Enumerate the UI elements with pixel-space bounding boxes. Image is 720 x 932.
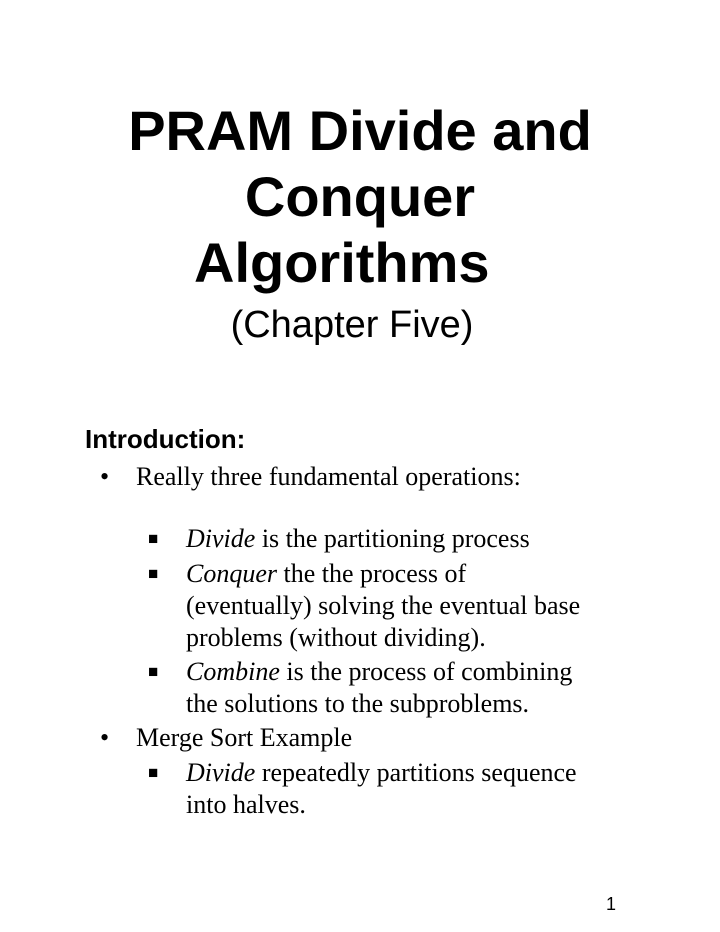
term-conquer: Conquer: [186, 559, 277, 588]
sub-bullet-text: [186, 558, 636, 654]
slide-subtitle: (Chapter Five): [230, 304, 474, 346]
term-divide: Divide: [186, 524, 256, 553]
sub-bullet-line: repeatedly partitions sequence: [255, 758, 577, 787]
page-number: 1: [606, 894, 617, 914]
sub-bullet-text: [186, 757, 636, 821]
bullet-text: Really three fundamental operations:: [136, 462, 521, 491]
section-heading: Introduction:: [85, 424, 246, 454]
sub-bullet-line: is the process of combining: [279, 657, 573, 686]
sub-bullet-text: [186, 656, 636, 720]
title-line-1: PRAM Divide and: [128, 99, 592, 162]
bullet-marker: •: [100, 723, 110, 752]
square-bullet-icon: ■: [148, 529, 159, 548]
slide-title: [40, 98, 680, 296]
square-bullet-icon: ■: [148, 763, 159, 782]
bullet-text: Merge Sort Example: [136, 723, 353, 752]
square-bullet-icon: ■: [148, 662, 159, 681]
term-divide: Divide: [186, 758, 256, 787]
square-bullet-icon: ■: [148, 564, 159, 583]
title-line-2: Conquer: [244, 165, 476, 228]
sub-bullet-line: into halves.: [186, 790, 306, 819]
sub-bullet-line: is the partitioning process: [255, 524, 530, 553]
sub-bullet-line: the solutions to the subproblems.: [186, 689, 530, 718]
sub-bullet-line: problems (without dividing).: [186, 623, 486, 652]
bullet-marker: •: [100, 462, 110, 491]
term-combine: Combine: [186, 657, 280, 686]
sub-bullet-line: the the process of: [277, 559, 467, 588]
sub-bullet-text: [186, 523, 636, 555]
title-line-3: Algorithms: [194, 231, 490, 294]
sub-bullet-line: (eventually) solving the eventual base: [186, 591, 581, 620]
